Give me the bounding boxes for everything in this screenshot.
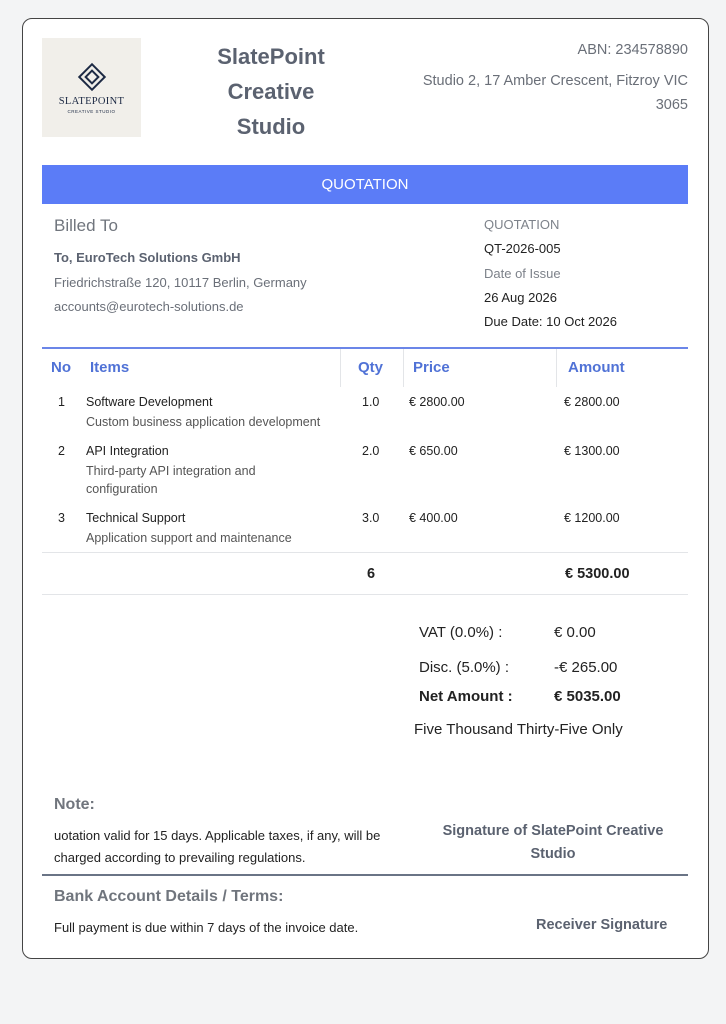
total-amount: € 5300.00	[565, 566, 630, 582]
note-line: charged according to prevailing regulations.	[54, 850, 306, 865]
section-separator	[42, 874, 688, 876]
client-address: Friedrichstraße 120, 10117 Berlin, Germany	[54, 275, 307, 290]
billed-to-title: Billed To	[54, 216, 118, 235]
company-address-line: 3065	[655, 97, 688, 113]
note-title: Note:	[54, 796, 95, 813]
company-name-line: Creative	[227, 79, 315, 104]
company-address-line: Studio 2, 17 Amber Crescent, Fitzroy VIC	[422, 73, 688, 89]
diamond-logo-icon	[77, 62, 107, 92]
company-signature-line: Signature of SlatePoint Creative	[442, 823, 664, 839]
client-name: To, EuroTech Solutions GmbH	[54, 250, 241, 265]
item-qty: 1.0	[362, 395, 380, 409]
note-line: uotation valid for 15 days. Applicable taxes, if any, will be	[54, 828, 381, 843]
column-divider	[403, 349, 404, 387]
table-divider	[42, 552, 688, 553]
item-qty: 3.0	[362, 511, 380, 525]
item-name: API Integration	[86, 444, 169, 458]
item-name: Technical Support	[86, 511, 186, 525]
company-name-line: SlatePoint	[217, 44, 325, 69]
header-items: Items	[90, 359, 130, 376]
net-amount-label: Net Amount :	[419, 688, 513, 705]
company-logo	[42, 38, 141, 137]
bank-terms-text: Full payment is due within 7 days of the invoice date.	[54, 920, 359, 935]
logo-tagline: CREATIVE STUDIO	[67, 108, 116, 114]
amount-in-words: Five Thousand Thirty-Five Only	[414, 721, 623, 738]
column-divider	[556, 349, 557, 387]
item-amount: € 1200.00	[564, 511, 620, 525]
note-text	[54, 825, 414, 869]
table-top-rule	[42, 347, 688, 349]
company-abn: ABN: 234578890	[577, 42, 688, 58]
quotation-number: QT-2026-005	[484, 241, 561, 256]
quotation-label: QUOTATION	[484, 217, 560, 232]
vat-label: VAT (0.0%) :	[419, 624, 503, 641]
net-amount-value: € 5035.00	[554, 688, 621, 705]
header-amount: Amount	[568, 359, 625, 376]
item-description: Application support and maintenance	[86, 531, 292, 545]
item-price: € 2800.00	[409, 395, 465, 409]
item-amount: € 1300.00	[564, 444, 620, 458]
item-price: € 650.00	[409, 444, 458, 458]
receiver-signature-label: Receiver Signature	[536, 917, 668, 933]
logo-name: SLATEPOINT	[58, 95, 125, 107]
quotation-banner: QUOTATION	[42, 165, 688, 204]
total-qty: 6	[367, 566, 376, 582]
company-address	[388, 69, 688, 117]
row-number: 2	[58, 444, 65, 458]
header-no: No	[51, 359, 71, 376]
discount-label: Disc. (5.0%) :	[419, 659, 510, 676]
item-qty: 2.0	[362, 444, 380, 458]
item-amount: € 2800.00	[564, 395, 620, 409]
discount-value: -€ 265.00	[554, 659, 618, 676]
table-divider	[42, 594, 688, 595]
client-email: accounts@eurotech-solutions.de	[54, 299, 244, 314]
due-date: Due Date: 10 Oct 2026	[484, 314, 617, 329]
row-number: 3	[58, 511, 65, 525]
vat-value: € 0.00	[554, 624, 596, 641]
header-price: Price	[413, 359, 450, 376]
issue-date: 26 Aug 2026	[484, 290, 558, 305]
item-description: Third-party API integration and	[86, 464, 256, 478]
company-name-line: Studio	[236, 114, 306, 139]
row-number: 1	[58, 395, 65, 409]
item-description: configuration	[86, 482, 158, 496]
item-name: Software Development	[86, 395, 213, 409]
bank-terms-title: Bank Account Details / Terms:	[54, 888, 284, 905]
quotation-document	[22, 18, 709, 959]
item-price: € 400.00	[409, 511, 458, 525]
company-signature-label	[423, 820, 683, 866]
company-signature-line: Studio	[530, 846, 576, 862]
header-qty: Qty	[358, 359, 384, 376]
issue-date-label: Date of Issue	[484, 266, 561, 281]
item-description: Custom business application development	[86, 415, 321, 429]
company-name	[193, 39, 349, 144]
column-divider	[340, 349, 341, 387]
